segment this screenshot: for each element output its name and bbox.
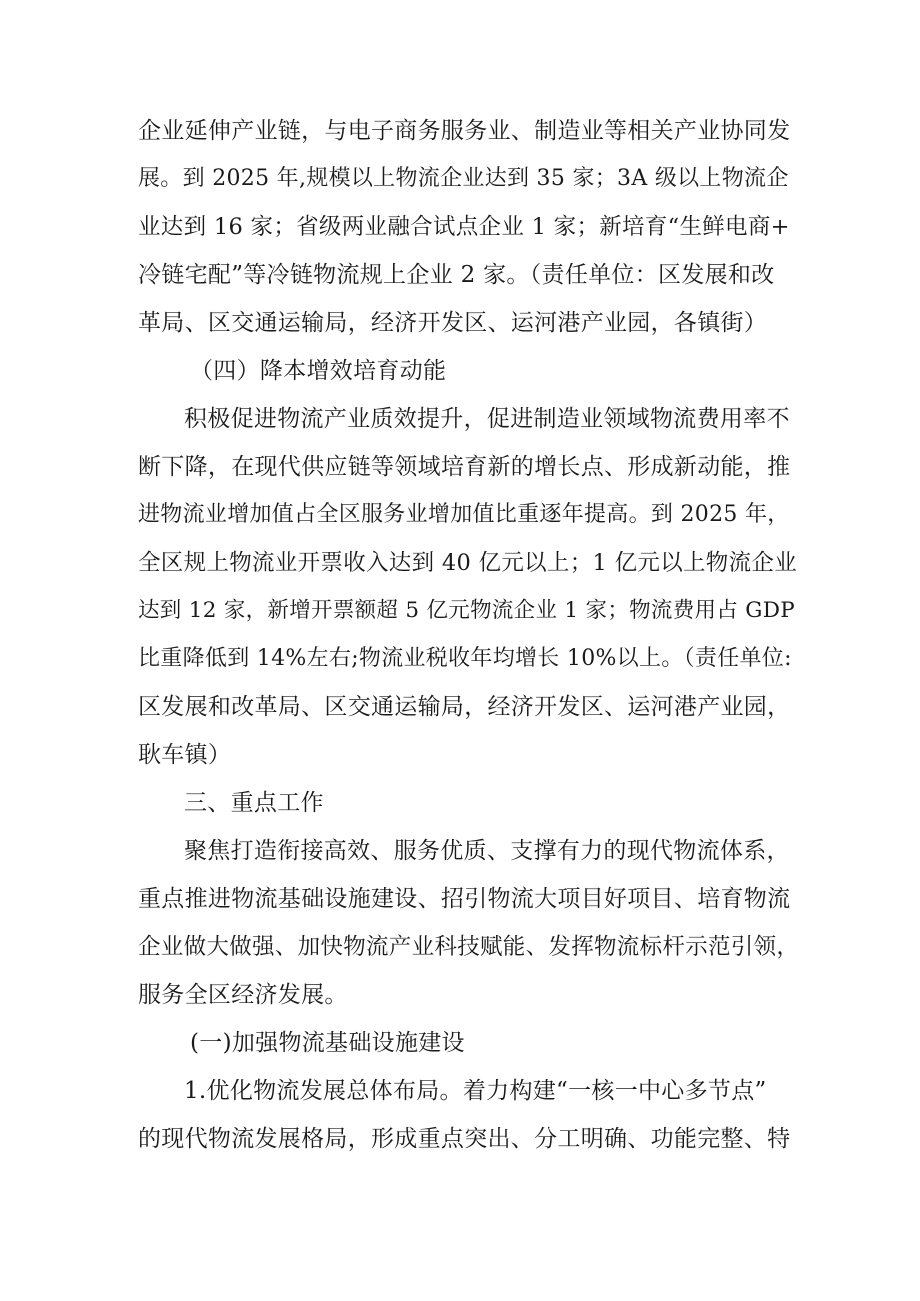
text-line: 服务全区经济发展。 xyxy=(138,982,348,1008)
text-line: 耿车镇） xyxy=(138,742,232,768)
chapter-heading: 三、重点工作 xyxy=(184,790,324,816)
text-line: 企业延伸产业链，与电子商务服务业、制造业等相关产业协同发 xyxy=(138,118,791,144)
text-line: 达到 12 家，新增开票额超 5 亿元物流企业 1 家；物流费用占 GDP xyxy=(138,598,796,623)
paragraph-first-line: 聚焦打造衔接高效、服务优质、支撑有力的现代物流体系， xyxy=(184,838,790,864)
text-line: 革局、区交通运输局，经济开发区、运河港产业园，各镇街） xyxy=(138,310,768,336)
section-heading: （四）降本增效培育动能 xyxy=(190,358,447,384)
text-line: 冷链宅配”等冷链物流规上企业 2 家。（责任单位：区发展和改 xyxy=(138,262,775,288)
text-line: 企业做大做强、加快物流产业科技赋能、发挥物流标杆示范引领， xyxy=(138,934,800,960)
text-line: 进物流业增加值占全区服务业增加值比重逐年提高。到 2025 年， xyxy=(138,502,790,527)
section-heading: (一)加强物流基础设施建设 xyxy=(190,1030,465,1056)
text-line: 重点推进物流基础设施建设、招引物流大项目好项目、培育物流 xyxy=(138,886,791,912)
paragraph-first-line: 1.优化物流发展总体布局。着力构建“一核一中心多节点” xyxy=(184,1078,767,1104)
paragraph-first-line: 积极促进物流产业质效提升，促进制造业领域物流费用率不 xyxy=(184,406,790,432)
text-line: 区发展和改革局、区交通运输局，经济开发区、运河港产业园， xyxy=(138,694,791,720)
text-line: 业达到 16 家；省级两业融合试点企业 1 家；新培育“生鲜电商+ xyxy=(138,214,790,240)
text-line: 断下降，在现代供应链等领域培育新的增长点、形成新动能，推 xyxy=(138,454,791,480)
text-line: 比重降低到 14%左右;物流业税收年均增长 10%以上。（责任单位: xyxy=(138,646,792,671)
text-line: 的现代物流发展格局，形成重点突出、分工明确、功能完整、特 xyxy=(138,1126,791,1152)
text-line: 全区规上物流业开票收入达到 40 亿元以上；1 亿元以上物流企业 xyxy=(138,550,798,576)
text-line: 展。到 2025 年,规模以上物流企业达到 35 家；3A 级以上物流企 xyxy=(138,166,789,191)
